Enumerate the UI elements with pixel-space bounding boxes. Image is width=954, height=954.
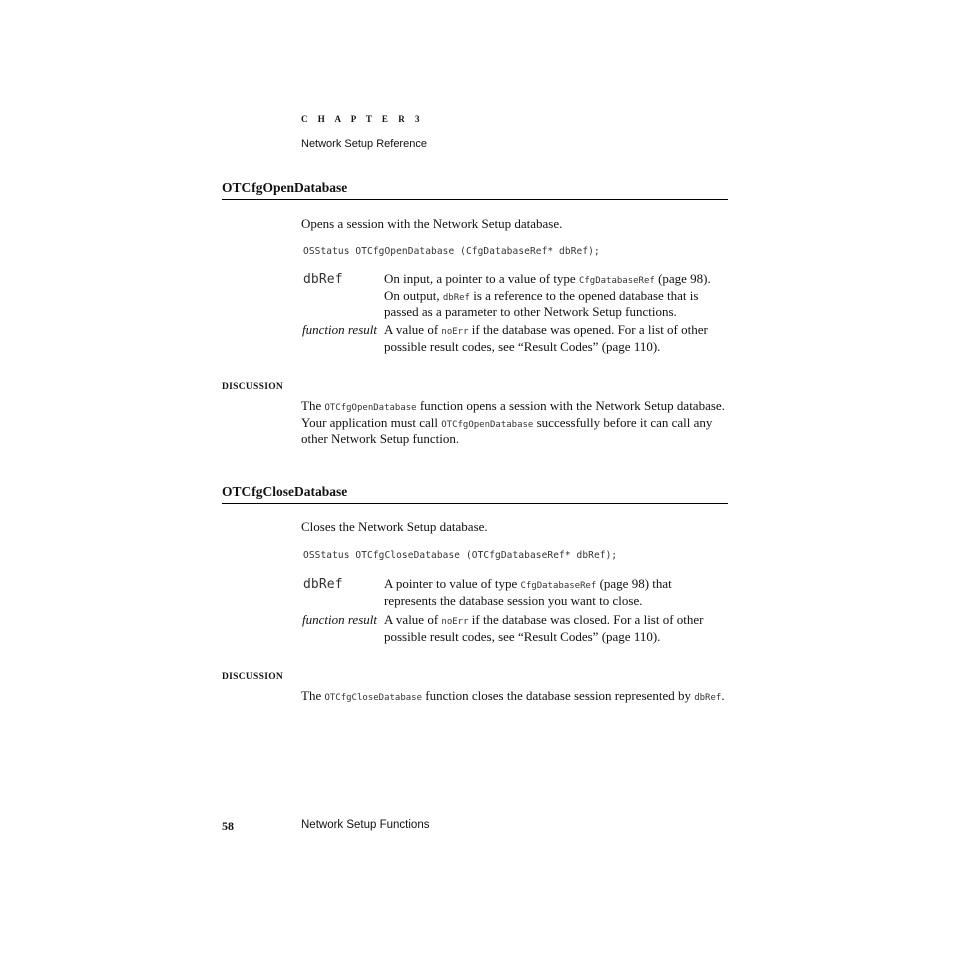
function-summary: Opens a session with the Network Setup database. (301, 216, 563, 231)
title-rule (222, 199, 728, 200)
title-rule (222, 503, 728, 504)
function-prototype: OSStatus OTCfgCloseDatabase (OTCfgDatabaseRef* dbRef); (303, 550, 618, 561)
function-title-open: OTCfgOpenDatabase (222, 180, 348, 195)
page-number: 58 (222, 819, 234, 833)
footer-section: Network Setup Functions (301, 819, 430, 831)
discussion-heading: DISCUSSION (222, 382, 284, 392)
param-name-function-result: function result (302, 322, 377, 337)
function-summary: Closes the Network Setup database. (301, 519, 488, 534)
param-description: A value of noErr if the database was closed. For a list of other possible result codes, see “Result Codes” (page 110). (384, 612, 704, 644)
param-name: dbRef (303, 272, 343, 287)
param-name-function-result: function result (302, 612, 377, 627)
discussion-text: The OTCfgOpenDatabase function opens a session with the Network Setup database. Your application must call OTCfgOpenDatabase successfully before it can call any other Network Setup function. (301, 398, 725, 446)
param-description: A pointer to value of type CfgDatabaseRef (page 98) that represents the database session you want to close. (384, 576, 672, 608)
param-name: dbRef (303, 577, 343, 592)
param-description: On input, a pointer to a value of type CfgDatabaseRef (page 98). On output, dbRef is a reference to the opened database that is passed as a parameter to other Network Setup functions. (384, 271, 711, 319)
function-title-close: OTCfgCloseDatabase (222, 484, 348, 499)
chapter-label: C H A P T E R 3 (301, 114, 424, 124)
param-description: A value of noErr if the database was opened. For a list of other possible result codes, see “Result Codes” (page 110). (384, 322, 708, 354)
discussion-text: The OTCfgCloseDatabase function closes the database session represented by dbRef. (301, 688, 725, 703)
discussion-heading: DISCUSSION (222, 672, 284, 682)
function-prototype: OSStatus OTCfgOpenDatabase (CfgDatabaseRef* dbRef); (303, 246, 600, 257)
running-head: Network Setup Reference (301, 138, 427, 150)
